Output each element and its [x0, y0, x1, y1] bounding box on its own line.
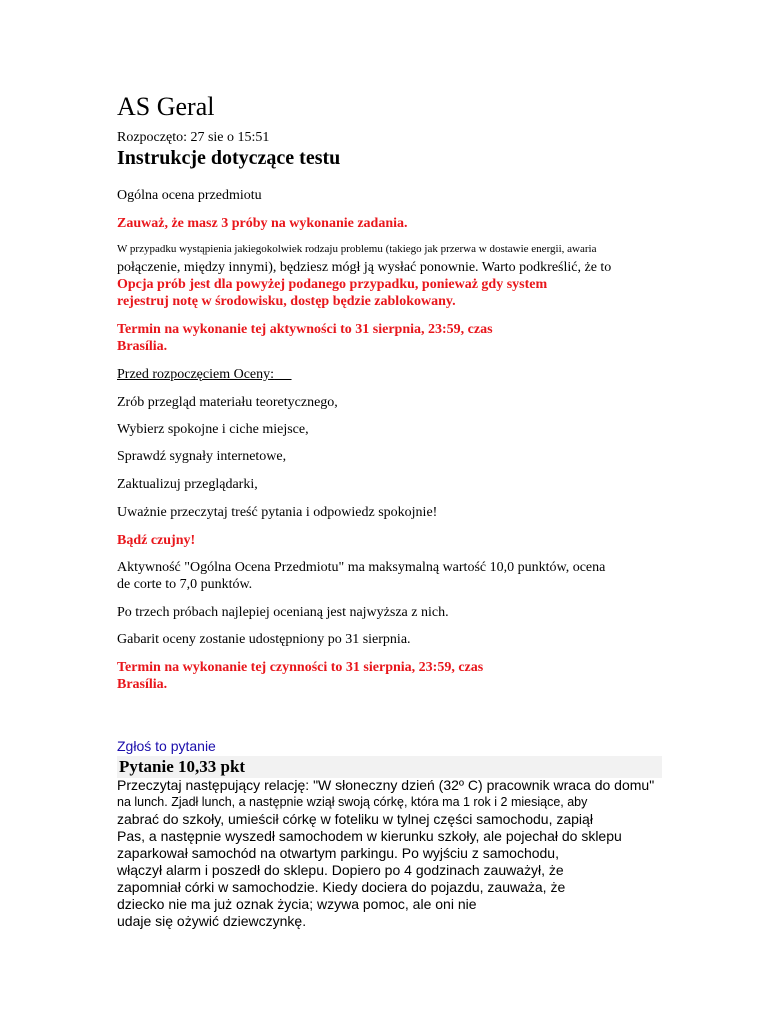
deadline-notice-1b: Brasília. — [117, 339, 168, 354]
be-alert-notice: Bądź czujny! — [117, 533, 196, 548]
question-text-line: na lunch. Zjadł lunch, a następnie wziął swoją córkę, która ma 1 rok i 2 miesiące, aby — [117, 795, 588, 809]
gabarit-text: Gabarit oceny zostanie udostępniony po 31 sierpnia. — [117, 632, 411, 647]
question-text-line: udaje się ożywić dziewczynkę. — [117, 913, 307, 929]
deadline-notice-1a: Termin na wykonanie tej aktywności to 31 sierpnia, 23:59, czas — [117, 322, 493, 337]
tip-item: Uważnie przeczytaj treść pytania i odpowiedz spokojnie! — [117, 505, 438, 520]
question-text-line: włączył alarm i poszedł do sklepu. Dopiero po 4 godzinach zauważył, że — [117, 862, 564, 878]
deadline-notice-2b: Brasília. — [117, 677, 168, 692]
general-eval-text: Ogólna ocena przedmiotu — [117, 188, 262, 203]
tip-item: Zaktualizuj przeglądarki, — [117, 477, 258, 492]
tip-item: Zrób przegląd materiału teoretycznego, — [117, 395, 338, 410]
problem-text-small: W przypadku wystąpienia jakiegokolwiek rodzaju problemu (takiego jak przerwa w dostawie energii, awaria — [117, 243, 597, 255]
report-question-link[interactable]: Zgłoś to pytanie — [117, 738, 216, 754]
question-text — [117, 777, 677, 930]
question-title: Pytanie 10,33 pkt — [119, 757, 246, 776]
question-text-line: zapomniał córki w samochodzie. Kiedy dociera do pojazdu, zauważa, że — [117, 879, 566, 895]
question-text-line: Przeczytaj następujący relację: "W słoneczny dzień (32º C) pracownik wraca do domu" — [117, 777, 655, 793]
question-text-line: zabrać do szkoły, umieścił córkę w foteliku w tylnej części samochodu, zapiął — [117, 811, 593, 827]
question-text-line: zaparkował samochód na otwartym parkingu. Po wyjściu z samochodu, — [117, 845, 559, 861]
problem-text: połączenie, między innymi), będziesz mógł ją wysłać ponownie. Warto podkreślić, że to — [117, 260, 612, 275]
activity-value-line-2: de corte to 7,0 punktów. — [117, 577, 253, 592]
deadline-notice-2a: Termin na wykonanie tej czynności to 31 sierpnia, 23:59, czas — [117, 660, 484, 675]
question-text-line: dziecko nie ma już oznak życia; wzywa pomoc, ale oni nie — [117, 896, 477, 912]
attempts-notice: Zauważ, że masz 3 próby na wykonanie zadania. — [117, 216, 408, 231]
problem-warning-line-1: Opcja prób jest dla powyżej podanego przypadku, ponieważ gdy system — [117, 277, 548, 292]
before-heading: Przed rozpoczęciem Oceny: — [117, 367, 275, 382]
question-text-line: Pas, a następnie wyszedł samochodem w kierunku szkoły, ale pojechał do sklepu — [117, 828, 622, 844]
problem-warning-line-2: rejestruj notę w środowisku, dostęp będzie zablokowany. — [117, 294, 456, 309]
activity-value-line-1: Aktywność "Ogólna Ocena Przedmiotu" ma maksymalną wartość 10,0 punktów, ocena — [117, 560, 606, 575]
started-timestamp: Rozpoczęto: 27 sie o 15:51 — [117, 130, 270, 145]
best-attempt-text: Po trzech próbach najlepiej ocenianą jest najwyższa z nich. — [117, 605, 449, 620]
tip-item: Wybierz spokojne i ciche miejsce, — [117, 422, 309, 437]
page-title: AS Geral — [117, 92, 215, 121]
tip-item: Sprawdź sygnały internetowe, — [117, 449, 287, 464]
instructions-heading: Instrukcje dotyczące testu — [117, 147, 341, 169]
